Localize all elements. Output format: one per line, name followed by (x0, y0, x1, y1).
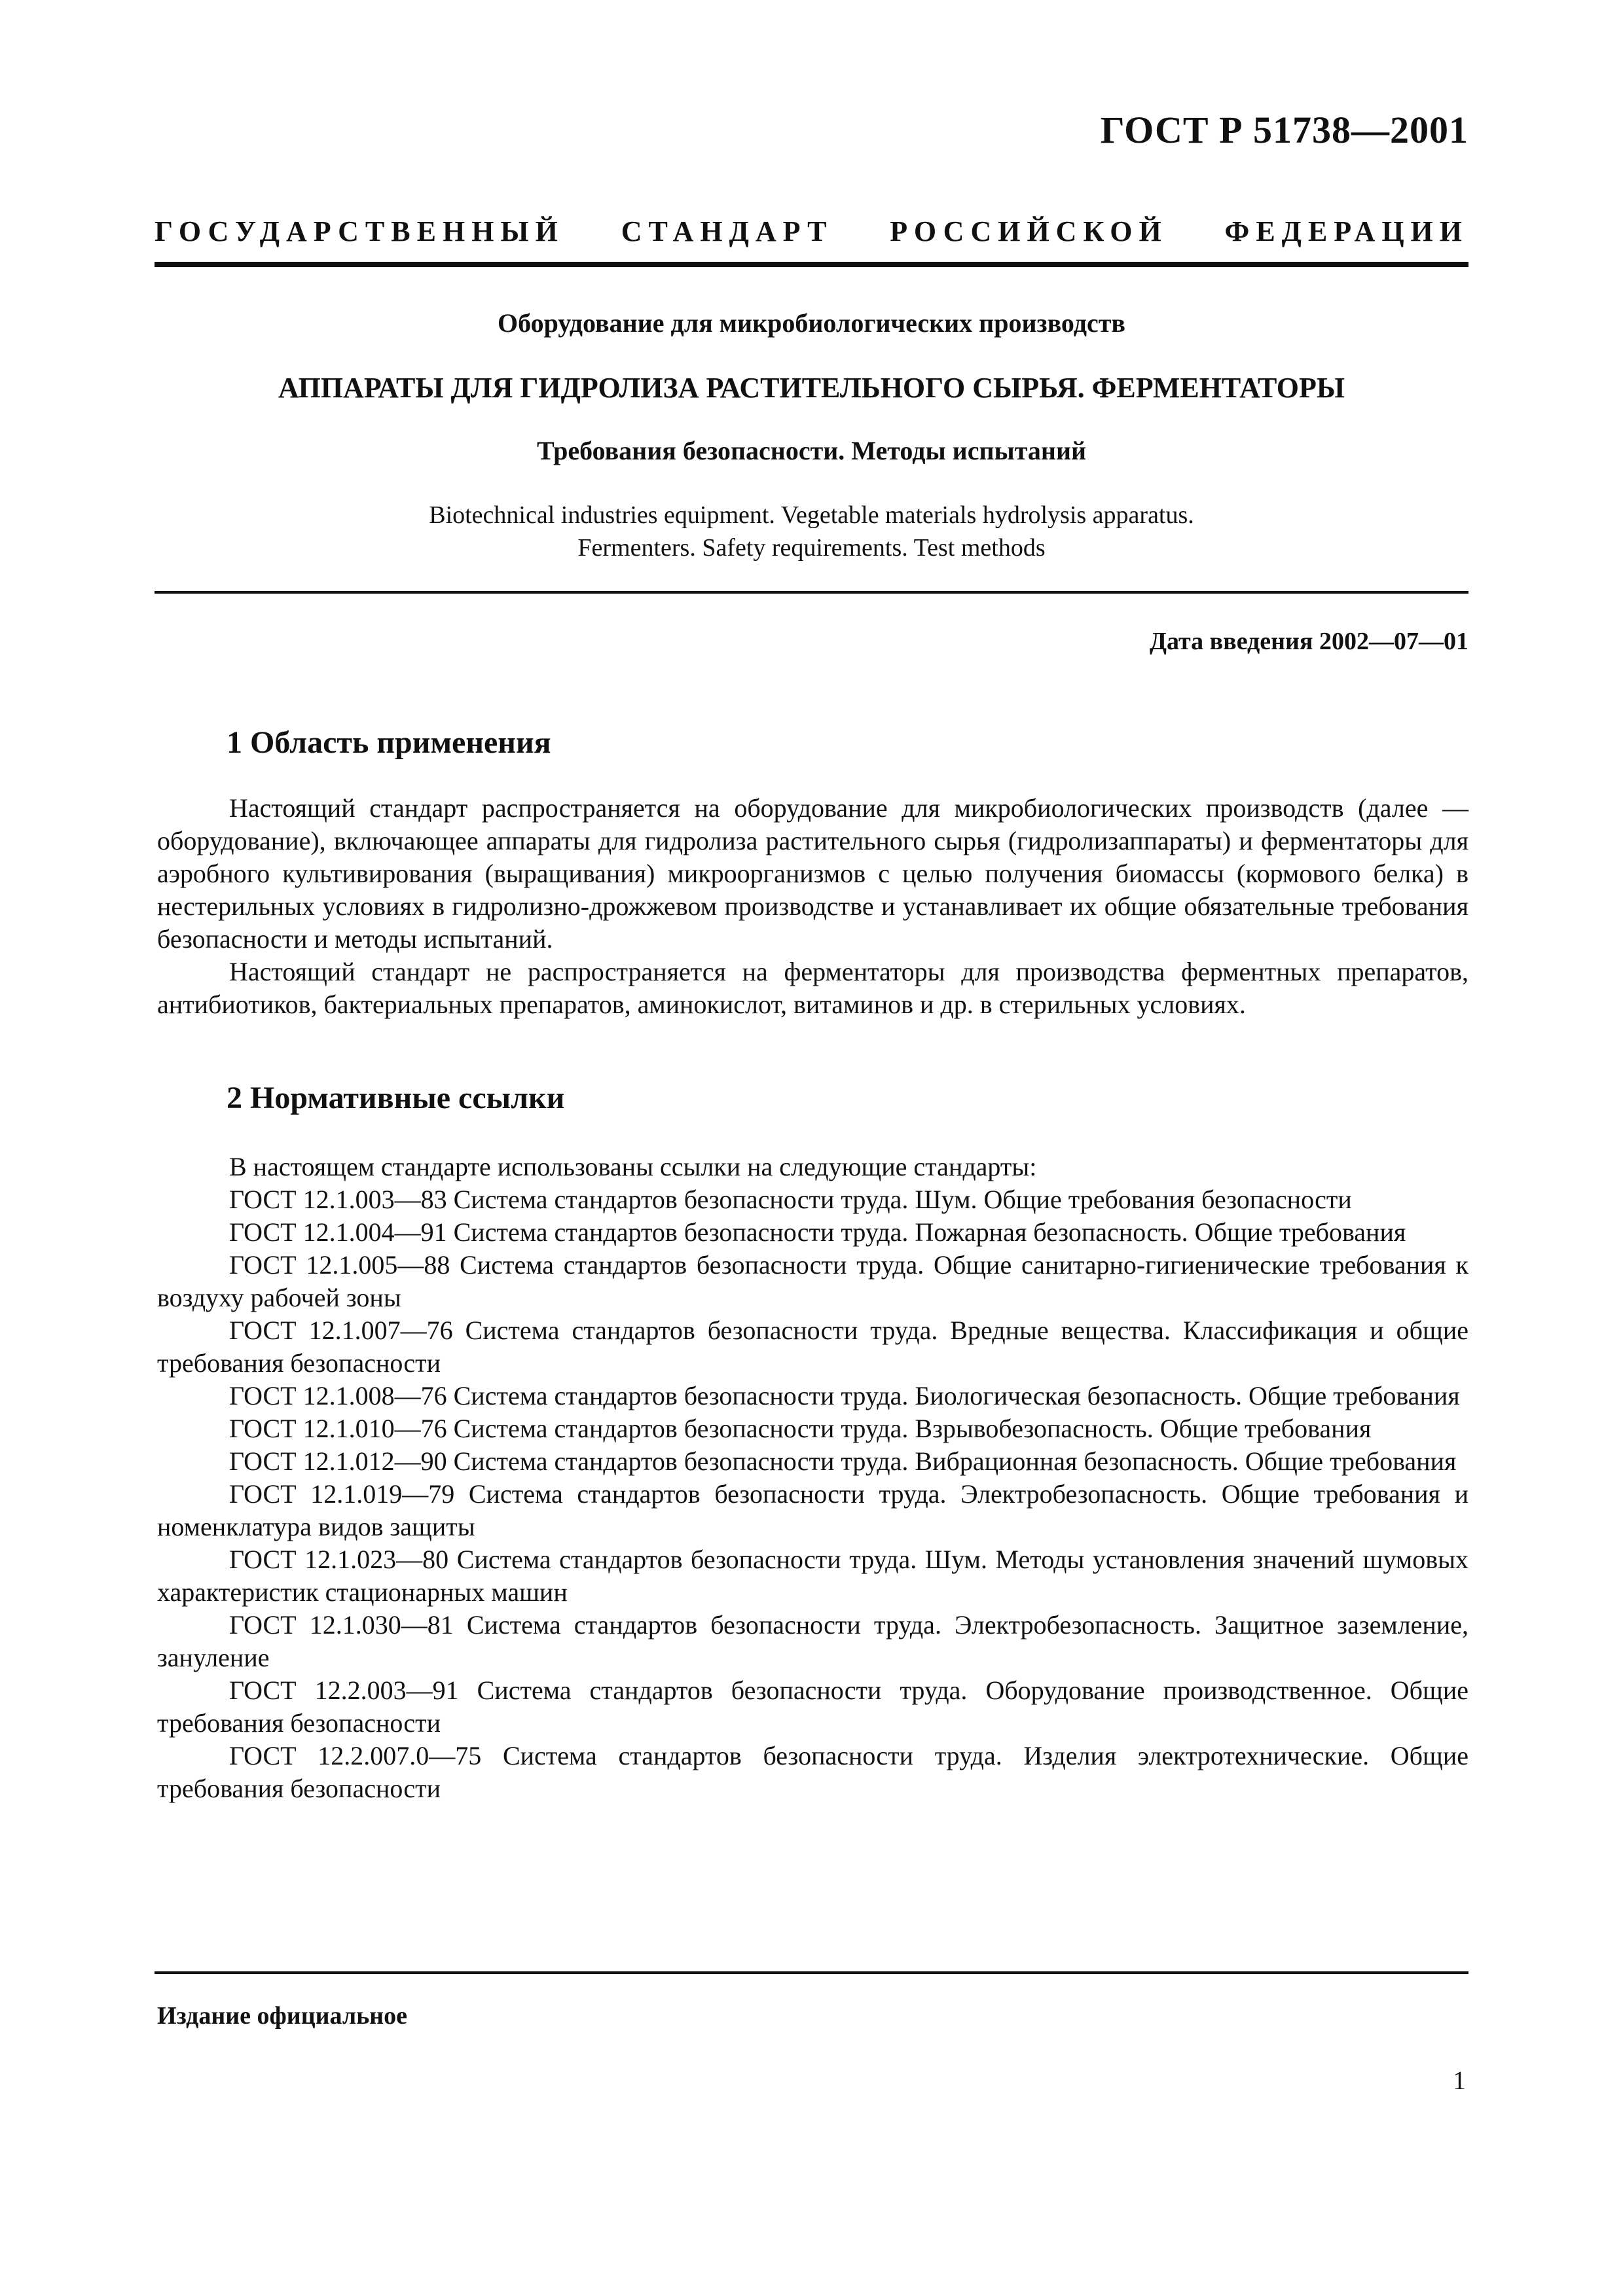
reference-item: ГОСТ 12.1.003—83 Система стандартов безопасности труда. Шум. Общие требования безопасности (229, 1185, 1352, 1214)
references-intro: В настоящем стандарте использованы ссылки на следующие стандарты: (229, 1152, 1037, 1181)
reference-item: ГОСТ 12.1.004—91 Система стандартов безопасности труда. Пожарная безопасность. Общие требования (229, 1217, 1406, 1247)
english-title-line-2: Fermenters. Safety requirements. Test methods (577, 534, 1046, 562)
footer-divider (155, 1971, 1468, 1974)
edition-label: Издание официальное (157, 2002, 408, 2030)
document-title: АППАРАТЫ ДЛЯ ГИДРОЛИЗА РАСТИТЕЛЬНОГО СЫРЬЯ. ФЕРМЕНТАТОРЫ (278, 372, 1345, 404)
reference-item: ГОСТ 12.1.007—76 Система стандартов безопасности труда. Вредные вещества. Классификация и общие требования безопасности (157, 1316, 1468, 1378)
section-1-paragraph: Настоящий стандарт не распространяется на ферментаторы для производства ферментных препаратов, антибиотиков, бактериальных препаратов, аминокислот, витаминов и др. в стерильных условиях. (157, 957, 1468, 1019)
section-2-heading: 2 Нормативные ссылки (227, 1081, 565, 1115)
reference-item: ГОСТ 12.2.007.0—75 Система стандартов безопасности труда. Изделия электротехнические. Общие требования безопасности (157, 1741, 1468, 1803)
section-1-paragraph: Настоящий стандарт распространяется на оборудование для микробиологических производств (далее — оборудование), включающее аппараты для гидролиза растительного сырья (гидролизаппараты) и ферментаторы для аэробного культивирования (выращивания) микроорганизмов с целью получения биомассы (кормового белка) в нестерильных условиях в гидролизно-дрожжевом производстве и устанавливает их общие обязательные требования безопасности и методы испытаний. (157, 793, 1468, 954)
reference-item: ГОСТ 12.1.010—76 Система стандартов безопасности труда. Взрывобезопасность. Общие требования (229, 1414, 1372, 1443)
reference-item: ГОСТ 12.1.008—76 Система стандартов безопасности труда. Биологическая безопасность. Общие требования (229, 1381, 1460, 1410)
document-subtitle: Требования безопасности. Методы испытаний (536, 436, 1087, 465)
english-title-line-1: Biotechnical industries equipment. Vegetable materials hydrolysis apparatus. (429, 501, 1194, 529)
page-number: 1 (1453, 2066, 1466, 2095)
section-1-body (157, 792, 1468, 1021)
title-divider (155, 591, 1468, 594)
introduction-date: Дата введения 2002—07—01 (1149, 628, 1468, 655)
reference-item: ГОСТ 12.1.023—80 Система стандартов безопасности труда. Шум. Методы установления значений шумовых характеристик стационарных машин (157, 1545, 1468, 1607)
header-divider (155, 262, 1468, 267)
reference-item: ГОСТ 12.1.012—90 Система стандартов безопасности труда. Вибрационная безопасность. Общие требования (229, 1446, 1457, 1476)
section-1-heading: 1 Область применения (227, 725, 551, 760)
reference-item: ГОСТ 12.1.030—81 Система стандартов безопасности труда. Электробезопасность. Защитное заземление, зануление (157, 1610, 1468, 1672)
standard-type-banner: ГОСУДАРСТВЕННЫЙ СТАНДАРТ РОССИЙСКОЙ ФЕДЕРАЦИИ (155, 215, 1468, 247)
reference-item: ГОСТ 12.2.003—91 Система стандартов безопасности труда. Оборудование производственное. Общие требования безопасности (157, 1676, 1468, 1738)
references-list (157, 1151, 1468, 1805)
reference-item: ГОСТ 12.1.005—88 Система стандартов безопасности труда. Общие санитарно-гигиенические требования к воздуху рабочей зоны (157, 1250, 1468, 1312)
document-number: ГОСТ Р 51738—2001 (1100, 109, 1468, 151)
reference-item: ГОСТ 12.1.019—79 Система стандартов безопасности труда. Электробезопасность. Общие требования и номенклатура видов защиты (157, 1479, 1468, 1541)
equipment-category: Оборудование для микробиологических производств (497, 308, 1126, 338)
